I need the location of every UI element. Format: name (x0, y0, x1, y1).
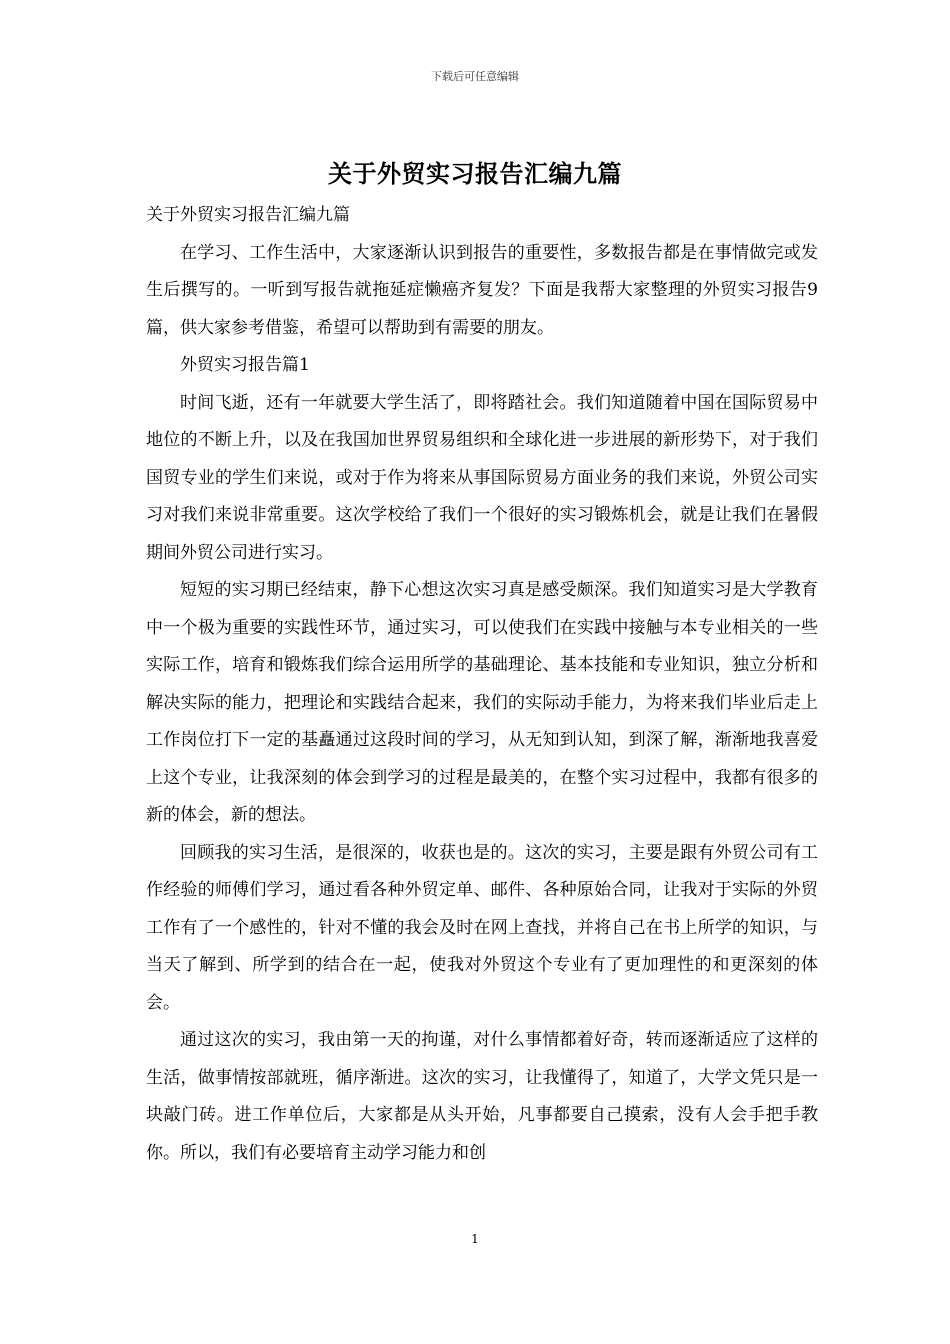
document-title: 关于外贸实习报告汇编九篇 (328, 159, 622, 188)
subtitle-line: 关于外贸实习报告汇编九篇 (146, 205, 350, 225)
paragraph: 时间飞逝，还有一年就要大学生活了，即将踏社会。我们知道随着中国在国际贸易中地位的不断上升，以及在我国加世界贸易组织和全球化进一步进展的新形势下，对于我们国贸专业的学生们来说，或对于作为将来从事国际贸易方面业务的我们来说，外贸公司实习对我们来说非常重要。这次学校给了我们一个很好的实习锻炼机会，就是让我们在暑假期间外贸公司进行实习。 (146, 392, 818, 563)
paragraph: 在学习、工作生活中，大家逐渐认识到报告的重要性，多数报告都是在事情做完或发生后撰写的。一听到写报告就拖延症懒癌齐复发？下面是我帮大家整理的外贸实习报告9篇，供大家参考借鉴，希望可以帮助到有需要的朋友。 (146, 242, 818, 338)
section-heading: 外贸实习报告篇1 (180, 355, 310, 375)
paragraph: 通过这次的实习，我由第一天的拘谨，对什么事情都着好奇，转而逐渐适应了这样的生活，做事情按部就班，循序渐进。这次的实习，让我懂得了，知道了，大学文凭只是一块敲门砖。进工作单位后，大家都是从头开始，凡事都要自己摸索，没有人会手把手教你。所以，我们有必要培育主动学习能力和创 (146, 1030, 818, 1163)
page-header-note: 下载后可任意编辑 (431, 70, 519, 83)
paragraph: 短短的实习期已经结束，静下心想这次实习真是感受颇深。我们知道实习是大学教育中一个极为重要的实践性环节，通过实习，可以使我们在实践中接触与本专业相关的一些实际工作，培育和锻炼我们综合运用所学的基础理论、基本技能和专业知识，独立分析和解决实际的能力，把理论和实践结合起来，我们的实际动手能力，为将来我们毕业后走上工作岗位打下一定的基矗通过这段时间的学习，从无知到认知，到深了解，渐渐地我喜爱上这个专业，让我深刻的体会到学习的过程是最美的，在整个实习过程中，我都有很多的新的体会，新的想法。 (146, 580, 818, 825)
paragraph: 回顾我的实习生活，是很深的，收获也是的。这次的实习，主要是跟有外贸公司有工作经验的师傅们学习，通过看各种外贸定单、邮件、各种原始合同，让我对于实际的外贸工作有了一个感性的，针对不懂的我会及时在网上查找，并将自己在书上所学的知识，与当天了解到、所学到的结合在一起，使我对外贸这个专业有了更加理性的和更深刻的体会。 (146, 842, 818, 1013)
document-body (146, 197, 818, 1172)
page-number: 1 (471, 1232, 479, 1246)
